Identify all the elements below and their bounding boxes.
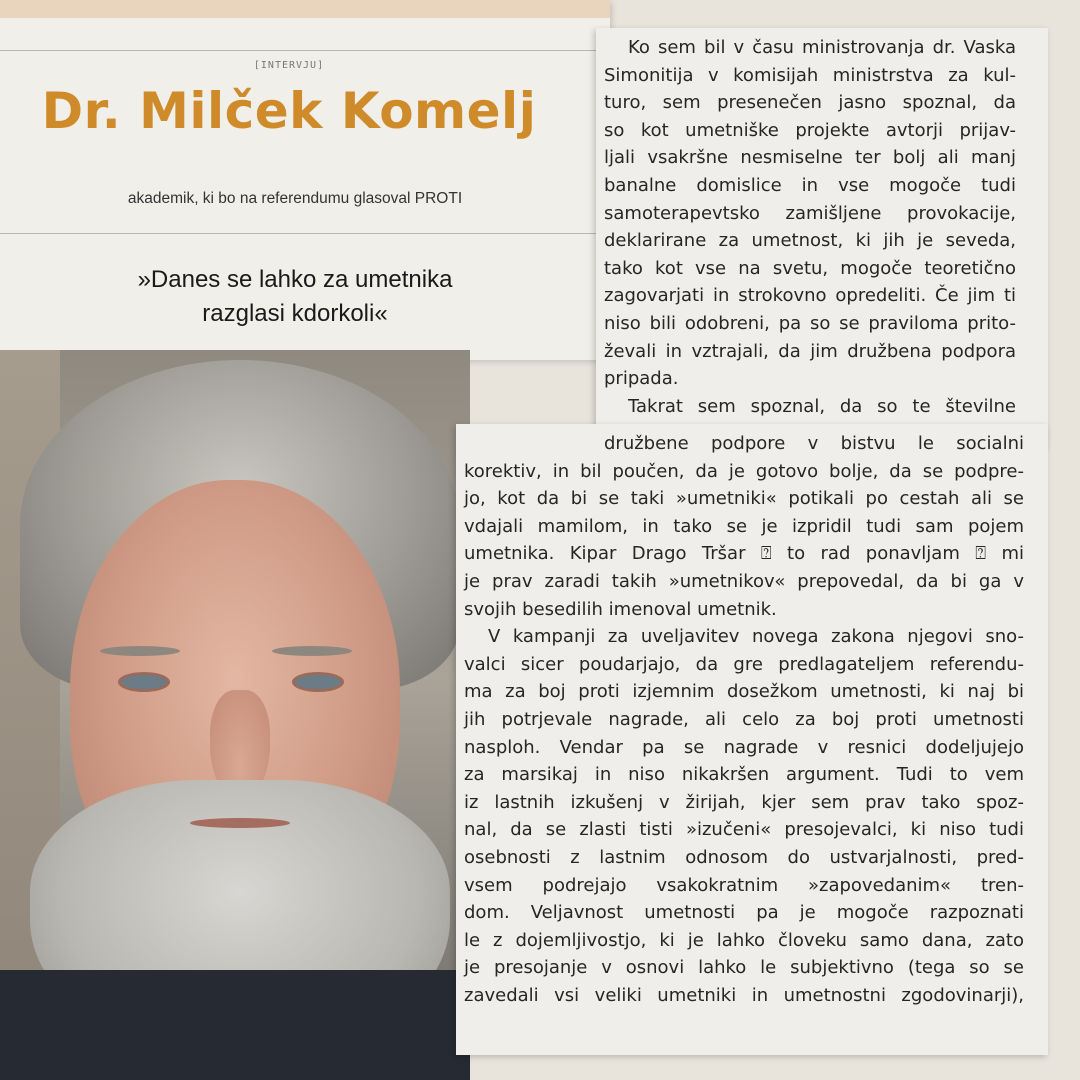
text-line: zagovarjati in strokovno opredeliti. Če jim ti — [604, 285, 1016, 307]
text-line: nasploh. Vendar pa se nagrade v resnici dodeljujejo — [464, 736, 1024, 758]
portrait-photo — [0, 350, 470, 1080]
text-line: družbene podpore v bistvu le socialni — [604, 433, 1024, 454]
article-text-bottom — [464, 458, 1024, 1010]
portrait-brow-left — [100, 646, 180, 656]
text-line: jih potrjevale nagrade, ali celo za boj proti umetnosti — [464, 708, 1024, 730]
text-line: so kot umetniške projekte avtorji prijav- — [604, 119, 1016, 141]
header-clipping — [0, 0, 610, 360]
portrait-mouth — [190, 818, 290, 828]
text-line: nal, da se zlasti tisti »izučeni« presojevalci, ki niso tudi — [464, 819, 1024, 841]
pull-quote — [0, 263, 590, 331]
article-column-bottom — [456, 424, 1048, 1055]
section-tag: [INTERVJU] — [253, 60, 325, 71]
text-line: osebnosti z lastnim odnosom do ustvarjalnosti, pred- — [464, 846, 1024, 868]
text-line: ževali in vztrajali, da jim družbena podpora — [604, 340, 1016, 362]
text-line: turo, sem presenečen jasno spoznal, da — [604, 92, 1016, 114]
text-line: zavedali vsi veliki umetniki in umetnostni zgodovinarji), — [464, 984, 1024, 1006]
interviewee-name: Dr. Milček Komelj — [41, 82, 537, 140]
text-line: dom. Veljavnost umetnosti pa je mogoče razpoznati — [464, 902, 1024, 924]
mid-rule — [0, 233, 610, 234]
text-line: umetnika. Kipar Drago Tršar ⍰ to rad ponavljam ⍰ mi — [464, 543, 1024, 565]
text-line: je prav zaradi takih »umetnikov« prepovedal, da bi ga v — [464, 570, 1024, 592]
text-line: svojih besedilih imenoval umetnik. — [464, 598, 777, 620]
top-rule — [0, 50, 610, 51]
text-line: vsem podrejajo vsakokratnim »zapovedanim« tren- — [464, 874, 1024, 896]
text-line: Takrat sem spoznal, da so te številne — [628, 395, 1016, 417]
portrait-brow-right — [272, 646, 352, 656]
text-line: vdajali mamilom, in tako se je izpridil tudi sam pojem — [464, 515, 1024, 537]
article-column-top — [596, 28, 1048, 448]
text-line: Ko sem bil v času ministrovanja dr. Vaska — [628, 37, 1016, 58]
text-line: ljali vsakršne nesmiselne ter bolj ali manj — [604, 147, 1016, 169]
text-line: banalne domislice in vse mogoče tudi — [604, 174, 1016, 196]
pull-quote-line-2: razglasi kdorkoli« — [202, 300, 388, 327]
text-line: deklarirane za umetnost, ki jih je seveda, — [604, 230, 1016, 252]
portrait-eye-left — [118, 672, 170, 692]
portrait-eye-right — [292, 672, 344, 692]
article-text-top — [596, 34, 1016, 420]
text-line: samoterapevtsko zamišljene provokacije, — [604, 202, 1016, 224]
text-line: je presojanje v osnovi lahko le subjektivno (tega so se — [464, 957, 1024, 979]
text-line: tako kot vse na svetu, mogoče teoretično — [604, 257, 1016, 279]
article-text-bottom-head — [604, 430, 1024, 458]
text-line: jo, kot da bi se taki »umetniki« potikali po cestah ali se — [464, 488, 1024, 510]
text-line: Simonitija v komisijah ministrstva za kul- — [604, 64, 1016, 86]
interviewee-subtitle: akademik, ki bo na referendumu glasoval PROTI — [127, 190, 463, 207]
text-line: za marsikaj in niso nikakršen argument. Tudi to vem — [464, 764, 1024, 786]
text-line: le z dojemljivostjo, ki je lahko človeku samo dana, zato — [464, 929, 1024, 951]
text-line: niso bili odobreni, pa so se praviloma prito- — [604, 312, 1016, 334]
pull-quote-line-1: »Danes se lahko za umetnika — [137, 266, 453, 293]
text-line: korektiv, in bil poučen, da je gotovo bolje, da se podpre- — [464, 460, 1024, 482]
text-line: V kampanji za uveljavitev novega zakona njegovi sno- — [488, 626, 1024, 648]
text-line: pripada. — [604, 368, 679, 390]
text-line: ma za boj proti izjemnim dosežkom umetnosti, ki naj bi — [464, 681, 1024, 703]
portrait-jacket — [0, 970, 470, 1080]
text-line: iz lastnih izkušenj v žirijah, kjer sem prav tako spoz- — [464, 791, 1024, 813]
paper-strip — [0, 0, 610, 18]
text-line: valci sicer poudarjajo, da gre predlagateljem referendu- — [464, 653, 1024, 675]
